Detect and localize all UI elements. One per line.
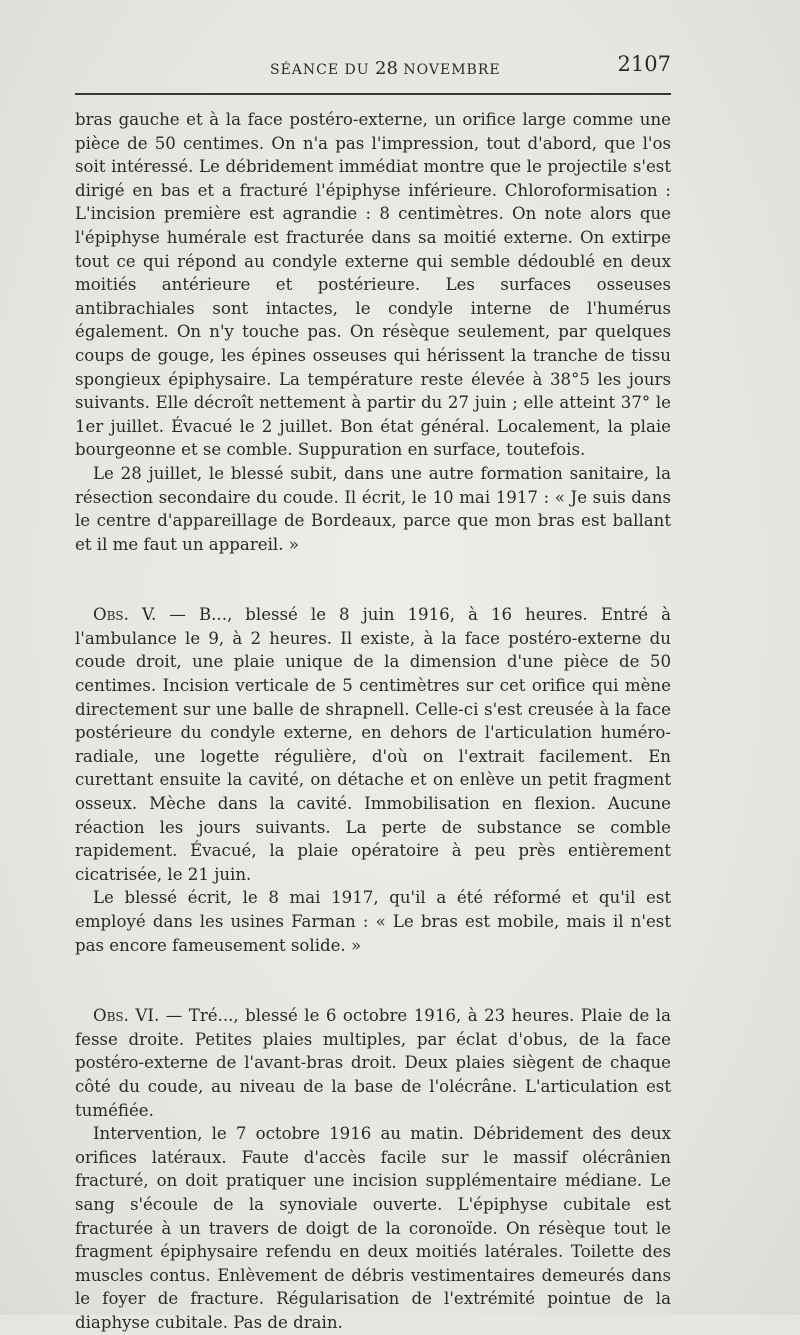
section-gap <box>75 957 671 1004</box>
page-number: 2107 <box>617 52 671 76</box>
observation-5-text: — B..., blessé le 8 juin 1916, à 16 heures. Entré à l'ambulance le 9, à 2 heures. Il existe, à la face postéro-externe du coude droit, une plaie unique de la dimension d'une pièce de 50 centimes. Incision verticale de 5 centimètres sur cet orifice qui mène directement sur une balle de shrapnell. Celle-ci s'est creusée à la face postérieure du condyle externe, en dehors de l'articulation huméro-radiale, une logette régulière, d'où on l'extrait facilement. En curettant ensuite la cavité, on détache et on enlève un petit fragment osseux. Mèche dans la cavité. Immobilisation en flexion. Aucune réaction les jours suivants. La perte de substance se comble rapidement. Évacué, la plaie opératoire à peu près entièrement cicatrisée, le 21 juin. <box>75 605 671 884</box>
observation-5-label: Obs. V. <box>93 605 157 625</box>
observation-5 <box>75 603 671 886</box>
section-gap <box>75 556 671 603</box>
page-header <box>75 52 671 82</box>
paragraph-followup: Le 28 juillet, le blessé subit, dans une autre formation sanitaire, la résection secondaire du coude. Il écrit, le 10 mai 1917 : « Je suis dans le centre d'appareillage de Bordeaux, parce que mon bras est ballant et il me faut un appareil. » <box>75 463 671 554</box>
body-text <box>75 108 671 1335</box>
paragraph-observation-6-intervention: Intervention, le 7 octobre 1916 au matin. Débridement des deux orifices latéraux. Faute d'accès facile sur le massif olécrânien fracturé, on doit pratiquer une incision supplémentaire médiane. Le sang s'écoule de la synoviale ouverte. L'épiphyse cubitale est fracturée à un travers de doigt de la coronoïde. On résèque tout le fragment épiphysaire refendu en deux moitiés latérales. Toilette des muscles contus. Enlèvement de débris vestimentaires demeurés dans le foyer de fracture. Régularisation de l'extrémité pointue de la diaphyse cubitale. Pas de drain. <box>75 1124 671 1332</box>
running-head <box>270 58 501 79</box>
observation-6 <box>75 1004 671 1122</box>
running-head-day: 28 <box>375 58 398 79</box>
running-head-month: NOVEMBRE <box>403 62 501 78</box>
paragraph-continuation: bras gauche et à la face postéro-externe, un orifice large comme une pièce de 50 centimes. On n'a pas l'impression, tout d'abord, que l'os soit intéressé. Le débridement immédiat montre que le projectile s'est dirigé en bas et a fracturé l'épiphyse inférieure. Chloroformisation : L'incision première est agrandie : 8 centimètres. On note alors que l'épiphyse humérale est fracturée dans sa moitié externe. On extirpe tout ce qui répond au condyle externe qui semble dédoublé en deux moitiés antérieure et postérieure. Les surfaces osseuses antibrachiales sont intactes, le condyle interne de l'humérus également. On n'y touche pas. On résèque seulement, par quelques coups de gouge, les épines osseuses qui hérissent la tranche de tissu spongieux épiphysaire. La température reste élevée à 38°5 les jours suivants. Elle décroît nettement à partir du 27 juin ; elle atteint 37° le 1er juillet. Évacué le 2 juillet. Bon état général. Localement, la plaie bourgeonne et se comble. Suppuration en surface, toutefois. <box>75 110 671 460</box>
observation-6-text: — Tré..., blessé le 6 octobre 1916, à 23 heures. Plaie de la fesse droite. Petites plaies multiples, par éclat d'obus, de la face postéro-externe de l'avant-bras droit. Deux plaies siègent de chaque côté du coude, au niveau de la base de l'olécrâne. L'articulation est tuméfiée. <box>75 1006 671 1120</box>
running-head-prefix: SÉANCE DU <box>270 62 370 78</box>
header-rule <box>75 93 671 95</box>
paragraph-observation-5-outcome: Le blessé écrit, le 8 mai 1917, qu'il a été réformé et qu'il est employé dans les usines Farman : « Le bras est mobile, mais il n'est pas encore fameusement solide. » <box>75 888 671 955</box>
observation-6-label: Obs. VI. <box>93 1006 160 1026</box>
